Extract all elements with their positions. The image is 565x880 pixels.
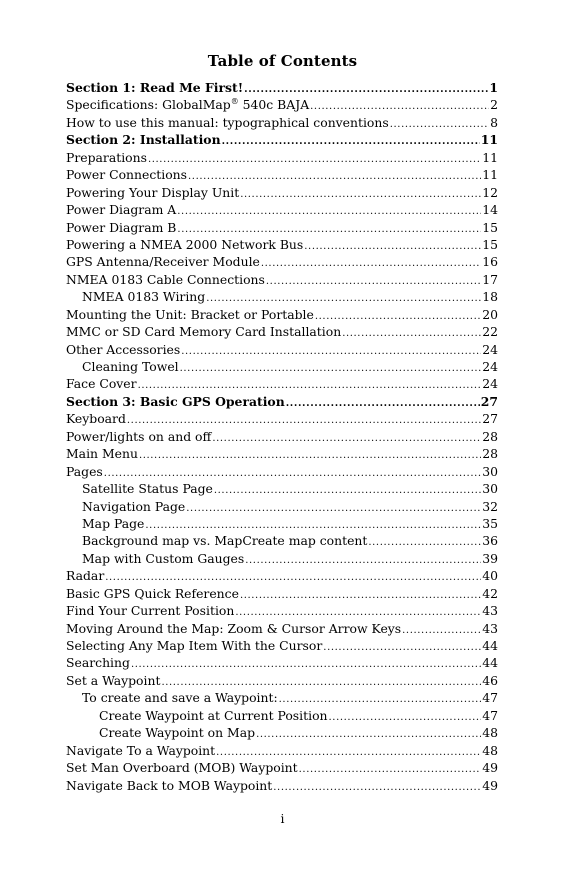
toc-entry-label: Mounting the Unit: Bracket or Portable (66, 306, 314, 322)
toc-entry (66, 341, 498, 358)
toc-entry-label: Face Cover (66, 376, 137, 392)
toc-entry (66, 375, 498, 392)
toc-entry-label: Searching (66, 655, 130, 671)
toc-entry-label: Pages (66, 463, 103, 479)
toc-leader-dots (161, 674, 481, 689)
toc-entry-label: Keyboard (66, 411, 126, 427)
toc-entry-page: 2 (490, 97, 498, 113)
toc-entry-page: 36 (482, 533, 498, 549)
toc-leader-dots (273, 779, 481, 794)
toc-entry-label: MMC or SD Card Memory Card Installation (66, 324, 342, 340)
toc-entry-page: 48 (482, 725, 498, 741)
toc-entry-label: Satellite Status Page (82, 481, 213, 497)
toc-entry (66, 201, 498, 218)
toc-leader-dots (181, 343, 481, 358)
toc-entry-page: 11 (482, 149, 498, 165)
toc-entry-label: Cleaning Towel (82, 359, 179, 374)
toc-entry-label: Find Your Current Position (66, 603, 235, 619)
toc-entry (66, 567, 498, 584)
toc-entry-page: 43 (482, 603, 498, 619)
toc-entry-page: 30 (482, 463, 498, 479)
toc-leader-dots (342, 325, 481, 340)
toc-entry-label: Main Menu (66, 446, 138, 462)
toc-leader-dots (235, 604, 481, 619)
toc-entry (66, 323, 498, 340)
toc-leader-dots (188, 168, 481, 183)
toc-entry-label: Basic GPS Quick Reference (66, 585, 239, 601)
toc-entry (66, 480, 498, 497)
toc-leader-dots (240, 186, 481, 201)
toc-entry (66, 707, 498, 724)
toc-leader-dots (212, 430, 481, 445)
toc-leader-dots (214, 482, 481, 497)
toc-leader-dots (105, 569, 481, 584)
toc-leader-dots (266, 273, 481, 288)
toc-entry-label: Moving Around the Map: Zoom & Cursor Arrow Keys (66, 620, 402, 636)
toc-entry-page: 49 (482, 760, 498, 776)
toc-leader-dots (127, 412, 481, 427)
toc-entry (66, 236, 498, 253)
toc-leader-dots (240, 587, 481, 602)
toc-entry-page: 35 (482, 515, 498, 531)
toc-entry (66, 585, 498, 602)
toc-entry (66, 410, 498, 427)
toc-entry (66, 445, 498, 462)
toc-entry-page: 11 (482, 167, 498, 183)
toc-entry (66, 149, 498, 166)
toc-entry-page: 15 (482, 236, 498, 252)
toc-entry-label: Power Diagram B (66, 219, 177, 235)
toc-entry (66, 219, 498, 236)
toc-entry (66, 184, 498, 201)
toc-entry (66, 724, 498, 741)
toc-entry-page: 39 (482, 550, 498, 566)
toc-leader-dots (206, 290, 481, 305)
toc-leader-dots (104, 465, 481, 480)
toc-entry-label: Power Diagram A (66, 202, 177, 218)
toc-entry-page: 18 (482, 289, 498, 305)
toc-section-entry (66, 79, 498, 96)
toc-entry-page: 40 (482, 568, 498, 584)
toc-entry-page: 28 (482, 446, 498, 462)
toc-entry (66, 114, 498, 131)
toc-entry-label: Specifications: GlobalMap® 540c BAJA (66, 97, 310, 113)
toc-entry-page: 32 (482, 498, 498, 514)
toc-entry-label: Navigate Back to MOB Waypoint (66, 777, 273, 793)
toc-leader-dots (244, 81, 488, 96)
toc-leader-dots (279, 691, 482, 706)
toc-leader-dots (315, 308, 481, 323)
toc-entry (66, 498, 498, 515)
toc-leader-dots (245, 552, 481, 567)
toc-entry (66, 166, 498, 183)
toc-entry-label: Power/lights on and off (66, 428, 212, 444)
toc-leader-dots (390, 116, 489, 131)
toc-entry (66, 463, 498, 480)
toc-entry-page: 27 (480, 393, 498, 409)
toc-entry-label: Selecting Any Map Item With the Cursor (66, 638, 323, 653)
toc-entry-label: Radar (66, 568, 105, 584)
toc-entry (66, 550, 498, 567)
toc-entry-label: Map Page (82, 515, 145, 531)
toc-entry-label: Section 1: Read Me First! (66, 80, 244, 95)
toc-leader-dots (299, 761, 482, 776)
toc-leader-dots (286, 395, 480, 410)
toc-entry-page: 24 (482, 359, 498, 374)
toc-entry (66, 620, 498, 637)
toc-entry (66, 602, 498, 619)
toc-entry-label: Powering a NMEA 2000 Network Bus (66, 236, 304, 252)
toc-entry (66, 654, 498, 671)
toc-leader-dots (177, 203, 481, 218)
toc-entry-page: 8 (490, 114, 498, 130)
table-of-contents (66, 79, 498, 794)
toc-leader-dots (139, 447, 481, 462)
registered-mark: ® (230, 97, 239, 107)
toc-entry-label: Preparations (66, 149, 147, 165)
toc-entry-page: 24 (482, 376, 498, 392)
toc-entry (66, 253, 498, 270)
toc-entry (66, 358, 498, 375)
toc-entry-page: 20 (482, 306, 498, 322)
toc-entry-label: Navigation Page (82, 498, 186, 514)
toc-section-entry (66, 393, 498, 410)
toc-leader-dots (180, 360, 482, 375)
toc-entry (66, 515, 498, 532)
toc-entry-page: 1 (489, 80, 498, 95)
toc-entry-page: 47 (482, 707, 498, 723)
toc-entry-label: GPS Antenna/Receiver Module (66, 254, 260, 270)
toc-entry-page: 24 (482, 341, 498, 357)
toc-leader-dots (222, 133, 480, 148)
toc-entry-label: Other Accessories (66, 341, 181, 357)
toc-entry-page: 49 (482, 777, 498, 793)
toc-leader-dots (186, 500, 481, 515)
toc-entry-page: 27 (482, 411, 498, 427)
toc-leader-dots (131, 656, 481, 671)
toc-leader-dots (256, 726, 481, 741)
toc-entry-page: 48 (482, 742, 498, 758)
toc-leader-dots (323, 639, 481, 654)
toc-entry (66, 288, 498, 305)
toc-leader-dots (216, 744, 481, 759)
toc-leader-dots (148, 151, 481, 166)
toc-entry-page: 30 (482, 481, 498, 497)
toc-entry-page: 14 (482, 202, 498, 218)
toc-entry-page: 42 (482, 585, 498, 601)
toc-entry-page: 43 (482, 620, 498, 636)
toc-entry-page: 44 (482, 655, 498, 671)
toc-leader-dots (304, 238, 481, 253)
toc-entry (66, 672, 498, 689)
toc-entry-label: Section 3: Basic GPS Operation (66, 393, 285, 409)
toc-entry-page: 15 (482, 219, 498, 235)
toc-leader-dots (177, 221, 481, 236)
toc-entry-label: Create Waypoint at Current Position (99, 707, 328, 723)
toc-leader-dots (329, 709, 482, 724)
toc-entry-label: Navigate To a Waypoint (66, 742, 216, 758)
toc-entry-page: 47 (482, 690, 498, 706)
toc-entry-label: How to use this manual: typographical conventions (66, 114, 389, 130)
toc-entry-label: NMEA 0183 Wiring (82, 289, 206, 305)
toc-entry-label: Power Connections (66, 167, 188, 183)
toc-entry-page: 44 (482, 638, 498, 653)
toc-entry (66, 428, 498, 445)
toc-entry (66, 742, 498, 759)
toc-entry-label: Set Man Overboard (MOB) Waypoint (66, 760, 298, 776)
toc-entry-page: 16 (482, 254, 498, 270)
toc-entry-label: Create Waypoint on Map (99, 725, 256, 741)
toc-entry-page: 46 (482, 672, 498, 688)
toc-entry (66, 532, 498, 549)
toc-entry (66, 759, 498, 776)
toc-entry-label: To create and save a Waypoint: (82, 690, 278, 706)
toc-entry-label: Background map vs. MapCreate map content (82, 533, 368, 549)
toc-leader-dots (310, 98, 489, 113)
toc-leader-dots (368, 534, 481, 549)
toc-leader-dots (261, 255, 481, 270)
toc-entry-label: Map with Custom Gauges (82, 550, 245, 566)
toc-leader-dots (145, 517, 481, 532)
toc-entry (66, 777, 498, 794)
toc-entry (66, 637, 498, 654)
toc-entry-label: Powering Your Display Unit (66, 184, 240, 200)
toc-entry-page: 12 (482, 184, 498, 200)
toc-entry-label: Set a Waypoint (66, 672, 161, 688)
toc-entry (66, 96, 498, 113)
toc-entry (66, 306, 498, 323)
toc-leader-dots (138, 377, 482, 392)
toc-entry (66, 689, 498, 706)
toc-section-entry (66, 131, 498, 148)
toc-entry-page: 22 (482, 324, 498, 340)
toc-entry-page: 11 (480, 132, 498, 148)
toc-entry-label: NMEA 0183 Cable Connections (66, 271, 265, 287)
toc-entry-page: 28 (482, 428, 498, 444)
toc-entry-label: Section 2: Installation (66, 132, 221, 148)
page-number: i (280, 811, 285, 826)
toc-entry (66, 271, 498, 288)
toc-leader-dots (402, 622, 481, 637)
toc-entry-page: 17 (482, 271, 498, 287)
page-title: Table of Contents (207, 52, 358, 70)
